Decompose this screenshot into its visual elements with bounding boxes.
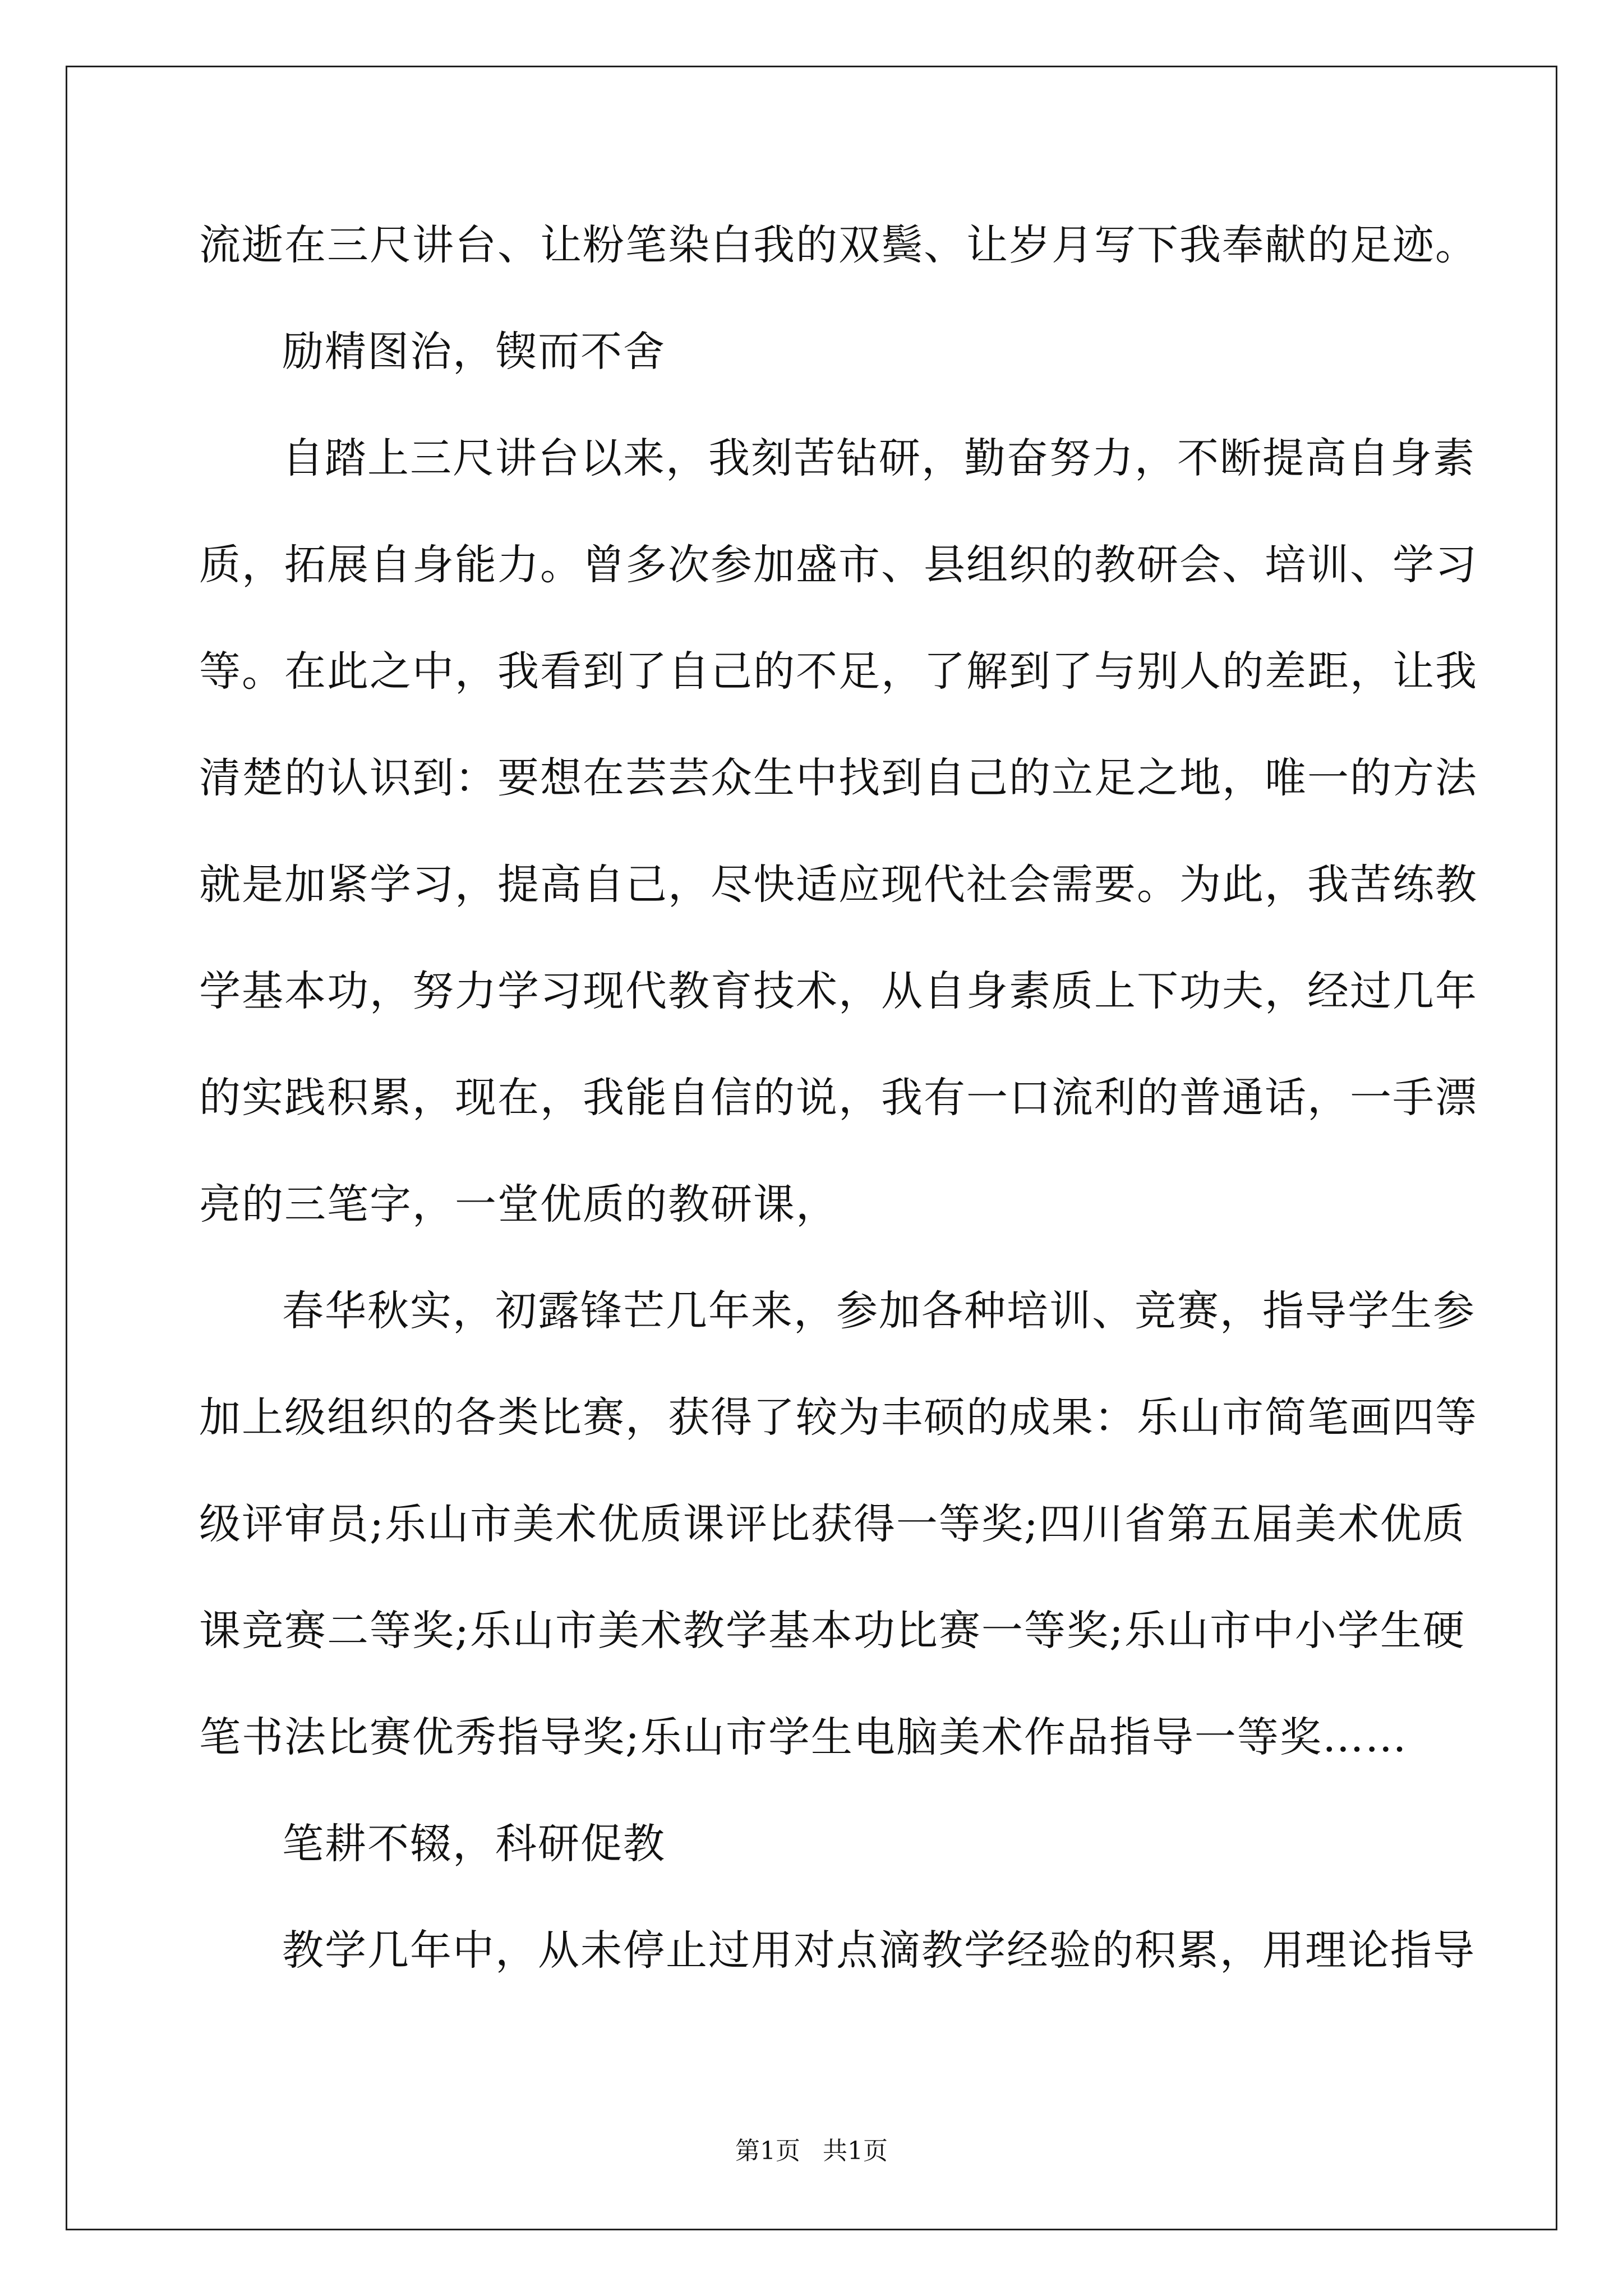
text-line: 级评审员;乐山市美术优质课评比获得一等奖;四川省第五届美术优质 <box>199 1500 1465 1548</box>
text-line: 清楚的认识到：要想在芸芸众生中找到自己的立足之地，唯一的方法 <box>199 754 1478 802</box>
text-line: 流逝在三尺讲台、让粉笔染白我的双鬓、让岁月写下我奉献的足迹。 <box>199 221 1478 269</box>
text-line: 亮的三笔字，一堂优质的教研课， <box>199 1180 838 1228</box>
page-number: 第1页 <box>735 2137 800 2165</box>
text-line: 的实践积累，现在，我能自信的说，我有一口流利的普通话，一手漂 <box>199 1074 1478 1122</box>
page-total: 共1页 <box>823 2137 888 2165</box>
section-heading: 笔耕不辍，科研促教 <box>282 1820 666 1868</box>
page-footer <box>0 2134 1623 2168</box>
text-line: 质，拓展自身能力。曾多次参加盛市、县组织的教研会、培训、学习 <box>199 541 1478 589</box>
text-line: 等。在此之中，我看到了自己的不足，了解到了与别人的差距，让我 <box>199 647 1478 696</box>
text-line: 自踏上三尺讲台以来，我刻苦钻研，勤奋努力，不断提高自身素 <box>282 434 1476 482</box>
text-line: 课竞赛二等奖;乐山市美术教学基本功比赛一等奖;乐山市中小学生硬 <box>199 1607 1465 1655</box>
text-line: 教学几年中，从未停止过用对点滴教学经验的积累，用理论指导 <box>282 1926 1476 1975</box>
section-heading: 励精图治，锲而不舍 <box>282 328 666 376</box>
text-line: 学基本功，努力学习现代教育技术，从自身素质上下功夫，经过几年 <box>199 967 1478 1015</box>
text-line: 加上级组织的各类比赛，获得了较为丰硕的成果：乐山市简笔画四等 <box>199 1393 1478 1442</box>
text-line: 笔书法比赛优秀指导奖;乐山市学生电脑美术作品指导一等奖…… <box>199 1713 1408 1761</box>
text-line: 春华秋实，初露锋芒几年来，参加各种培训、竞赛，指导学生参 <box>282 1287 1476 1335</box>
text-line: 就是加紧学习，提高自己，尽快适应现代社会需要。为此，我苦练教 <box>199 861 1478 909</box>
